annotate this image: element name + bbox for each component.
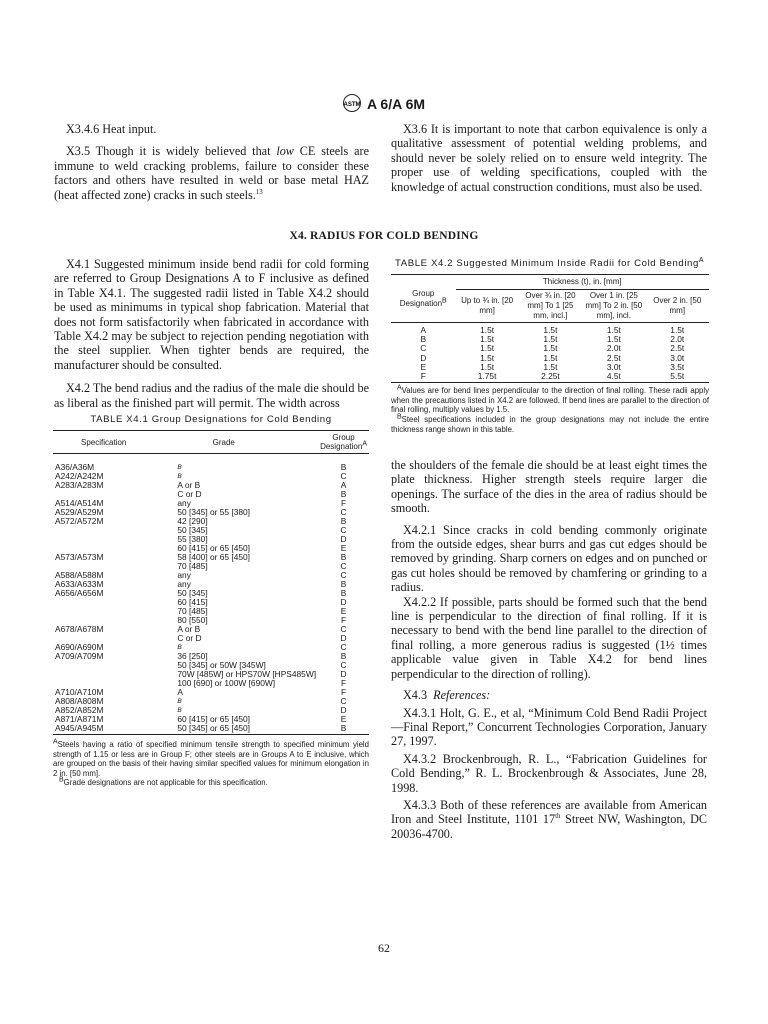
table-row xyxy=(391,372,709,381)
cell-specification: A871/A871M xyxy=(55,714,104,724)
table-x4-2-caption: TABLE X4.2 Suggested Minimum Inside Radii for Cold Bending$^A$ xyxy=(395,256,705,269)
cell-specification: A573/A573M xyxy=(55,552,104,562)
cell-group: C xyxy=(340,525,347,535)
left-top-column xyxy=(54,122,369,202)
table-x4-1-caption: TABLE X4.1 Group Designations for Cold Bending xyxy=(90,414,332,425)
cell-grade: 50 [345] xyxy=(177,525,208,535)
col-thickness: Thickness (t), in. [mm] xyxy=(456,275,710,290)
cell-radius: 2.0t xyxy=(670,334,685,345)
cell-group: B xyxy=(340,723,347,733)
standard-designation: A 6/A 6M xyxy=(366,96,426,112)
table-row xyxy=(53,517,369,526)
cell-group: E xyxy=(340,714,347,724)
cell-grade: B xyxy=(177,464,182,471)
table-x4-1-footnote-a: $^A$Steels having a ratio of specified minimum tensile strength to specified minimum yield strength of 1.15 or less are in Group F; other steels are in Groups A to E inclusive, which are grouped on the basis of their having similar specified values for minimum elongation in 2 in. [50 mm]. xyxy=(53,738,369,778)
cell-group: B xyxy=(340,489,347,499)
cell-group: C xyxy=(340,660,347,670)
cell-specification xyxy=(53,607,129,616)
cell-specification xyxy=(53,661,129,670)
table-row xyxy=(53,598,369,607)
cell-grade: 70 [485] xyxy=(177,606,208,616)
cell-radius: 2.0t xyxy=(606,343,621,354)
cell-radius: 1.75t xyxy=(477,371,497,382)
cell-radius: 2.25t xyxy=(541,371,560,382)
cell-radius: 1.5t xyxy=(543,343,558,354)
cell-group: E xyxy=(340,543,347,553)
cell-group: D xyxy=(340,534,347,544)
page-header xyxy=(0,94,768,112)
cell-group: F xyxy=(340,687,347,697)
cell-group: C xyxy=(340,471,347,481)
col-grade: Grade xyxy=(212,437,235,447)
cell-grade: A or B xyxy=(177,624,201,634)
cell-grade: A xyxy=(177,687,183,697)
para-x4-3: X4.3 References: xyxy=(403,688,491,703)
col-specification: Specification xyxy=(81,437,127,447)
cell-radius: 1.5t xyxy=(606,325,621,335)
col-thickness-range: Over 2 in. [50 mm] xyxy=(653,296,702,315)
cell-specification: A36/A36M xyxy=(55,462,95,472)
col-thickness-range: Over ¾ in. [20 mm] To 1 [25 mm, incl.] xyxy=(525,291,576,320)
table-x4-2 xyxy=(391,258,709,434)
cell-radius: 3.5t xyxy=(670,361,685,372)
cell-radius: 2.5t xyxy=(606,352,621,363)
cell-grade: 50 [345] or 65 [450] xyxy=(177,723,251,733)
cell-group: E xyxy=(340,606,347,616)
cell-group: B xyxy=(420,334,427,345)
cell-radius: 1.5t xyxy=(543,352,558,363)
page-number: 62 xyxy=(378,941,390,955)
cell-group: B xyxy=(340,516,347,526)
cell-grade: 100 [690] or 100W [690W] xyxy=(177,678,276,688)
col-thickness-range: Over 1 in. [25 mm] To 2 in. [50 mm], incl. xyxy=(585,291,643,320)
cell-grade: 50 [345] xyxy=(177,588,208,598)
cell-grade: 36 [250] xyxy=(177,651,208,661)
cell-group: C xyxy=(420,343,427,354)
cell-specification: A709/A709M xyxy=(55,651,104,661)
cell-specification: A710/A710M xyxy=(55,687,104,697)
cell-grade: B xyxy=(177,707,182,714)
cell-group: D xyxy=(340,633,347,643)
cell-radius: 1.5t xyxy=(480,343,495,354)
cell-grade: 50 [345] or 55 [380] xyxy=(177,507,251,517)
cell-grade: C or D xyxy=(177,633,202,643)
cell-grade: 60 [415] or 65 [450] xyxy=(177,714,251,724)
cell-group: F xyxy=(340,498,347,508)
table-row xyxy=(53,724,369,733)
table-x4-1-footnote-b: $^B$Grade designations are not applicable for this specification. xyxy=(59,776,268,788)
table-row xyxy=(53,526,369,535)
cell-specification: A678/A678M xyxy=(55,624,104,634)
cell-specification: A690/A690M xyxy=(55,642,104,652)
section-title: X4. RADIUS FOR COLD BENDING xyxy=(289,230,479,242)
para-x4-3-2: X4.3.2 Brockenbrough, R. L., “Fabrication Guidelines for Cold Bending,” R. L. Brockenbrough & Associates, June 28, 1998. xyxy=(391,751,707,795)
cell-group: D xyxy=(420,352,427,363)
cell-group: E xyxy=(420,361,427,372)
cell-group: B xyxy=(340,552,347,562)
cell-radius: 3.0t xyxy=(606,361,621,372)
para-x4-1: X4.1 Suggested minimum inside bend radii for cold forming are referred to Group Designations A to F inclusive as defined in Table X4.1. The suggested radii listed in Table X4.2 should be used as minimums in typical shop fabrication. Material that does not form satisfactorily when fabricated in accordance with Table X4.2 may be subject to rejection pending negotiation with the steel supplier. When tighter bends are required, the manufacturer should be consulted. xyxy=(54,257,369,372)
cell-specification: A514/A514M xyxy=(55,498,104,508)
para-x4-3-1: X4.3.1 Holt, G. E., et al, “Minimum Cold Bend Radii Project—Final Report,” Concurrent Technologies Corporation, January 27, 1997. xyxy=(391,705,707,749)
cell-specification: A945/A945M xyxy=(55,723,104,733)
cell-group: C xyxy=(340,570,347,580)
cell-grade: any xyxy=(177,570,191,580)
cell-grade: B xyxy=(177,473,182,480)
cell-grade: 50 [345] or 50W [345W] xyxy=(177,660,266,670)
cell-radius: 1.5t xyxy=(480,325,495,335)
svg-text:ASTM: ASTM xyxy=(343,102,360,108)
cell-grade: 55 [380] xyxy=(177,534,208,544)
cell-radius: 1.5t xyxy=(480,352,495,363)
cell-grade: 70 [485] xyxy=(177,561,208,571)
cell-grade: B xyxy=(177,644,182,651)
cell-radius: 1.5t xyxy=(480,361,495,372)
cell-group: A xyxy=(340,480,347,490)
cell-group: B xyxy=(340,462,347,472)
astm-logo-icon xyxy=(343,94,361,112)
para-x4-2-2: X4.2.2 If possible, parts should be formed such that the bend line is perpendicular to the direction of final rolling. If it is necessary to bend with the bend line parallel to the direction of final rolling, a more generous radius is suggested (1½ times applicable value given in Table X4.2 for bend lines perpendicular to the direction of rolling). xyxy=(391,594,707,681)
cell-specification xyxy=(53,670,129,679)
cell-specification: A633/A633M xyxy=(55,579,104,589)
cell-grade: 42 [290] xyxy=(177,516,208,526)
para-x3-4-6: X3.4.6 Heat input. xyxy=(66,122,157,136)
cell-grade: A or B xyxy=(177,480,201,490)
cell-specification xyxy=(53,535,129,544)
table-row xyxy=(53,607,369,616)
cell-specification: A852/A852M xyxy=(55,705,104,715)
cell-grade: C or D xyxy=(177,489,202,499)
col-group-designation: Group Designation$^B$ xyxy=(391,275,456,323)
cell-group: C xyxy=(340,507,347,517)
cell-grade: 80 [550] xyxy=(177,615,208,625)
cell-group: C xyxy=(340,696,347,706)
cell-specification: A808/A808M xyxy=(55,696,104,706)
cell-specification: A588/A588M xyxy=(55,570,104,580)
cell-specification xyxy=(53,526,129,535)
table-row xyxy=(53,625,369,634)
cell-group: C xyxy=(340,624,347,634)
cell-specification: A242/A242M xyxy=(55,471,104,481)
cell-specification: A283/A283M xyxy=(55,480,104,490)
left-body-column xyxy=(54,257,369,410)
cell-grade: 60 [415] or 65 [450] xyxy=(177,543,251,553)
para-x4-2-1: X4.2.1 Since cracks in cold bending commonly originate from the outside edges, shear burrs and gas cut edges should be removed by grinding. Sharp corners on edges and on punched or gas cut holes should be removed by chamfering or grinding to a radius. xyxy=(391,522,707,595)
cell-radius: 3.0t xyxy=(670,352,685,363)
table-x4-2-footnote-b: $^B$Steel specifications included in the group designations may not include the entire thickness range shown in this table. xyxy=(391,413,709,434)
cell-group: D xyxy=(340,597,347,607)
cell-radius: 1.5t xyxy=(606,334,621,345)
cell-radius: 4.5t xyxy=(606,371,621,382)
cell-specification: A529/A529M xyxy=(55,507,104,517)
cell-grade: 70W [485W] or HPS70W [HPS485W] xyxy=(177,669,317,679)
table-row xyxy=(53,589,369,598)
inside-radii-table xyxy=(391,274,709,381)
cell-specification: A656/A656M xyxy=(55,588,104,598)
para-x4-3-3: X4.3.3 Both of these references are available from American Iron and Steel Institute, 1101 17th Street NW, Washington, DC 20036-4700. xyxy=(391,797,707,841)
cell-group: A xyxy=(420,325,427,335)
col-group-designation: Group Designation$^A$ xyxy=(320,433,367,451)
cell-group: F xyxy=(340,615,347,625)
table-x4-1 xyxy=(53,414,369,788)
right-body-column xyxy=(391,458,707,841)
cell-grade: any xyxy=(177,579,191,589)
cell-group: B xyxy=(340,588,347,598)
cell-radius: 1.5t xyxy=(670,325,685,335)
cell-radius: 1.5t xyxy=(543,361,558,372)
right-top-column xyxy=(391,122,707,194)
cell-radius: 5.5t xyxy=(670,371,685,382)
cell-specification: A572/A572M xyxy=(55,516,104,526)
cell-group: F xyxy=(340,678,347,688)
cell-group: B xyxy=(340,579,347,589)
cell-grade: 58 [400] or 65 [450] xyxy=(177,552,251,562)
footnote-ref: 13 xyxy=(255,187,263,196)
para-x4-2-cont: the shoulders of the female die should be at least eight times the plate thickness. Higher strength steels require larger die openings. The surface of the dies in the area of radius should be smooth. xyxy=(391,458,707,516)
cell-group: B xyxy=(340,651,347,661)
col-thickness-range: Up to ¾ in. [20 mm] xyxy=(461,296,514,315)
group-designation-table xyxy=(53,430,369,733)
para-x3-5: X3.5 Though it is widely believed that low CE steels are immune to weld cracking problems, failure to consider these factors and others have resulted in weld or base metal HAZ (heat affected zone) cracks in such steels.$^{13}$ xyxy=(54,144,369,202)
cell-radius: 2.5t xyxy=(670,343,685,354)
cell-radius: 1.5t xyxy=(543,334,558,345)
table-x4-2-footnote-a: $^A$Values are for bend lines perpendicular to the direction of final rolling. These radii apply when the precautions listed in X4.2 are followed. If bend lines are parallel to the direction of final rolling, multiply values by 1.5. xyxy=(391,384,709,415)
table-row xyxy=(53,553,369,562)
table-row xyxy=(53,481,369,490)
cell-specification xyxy=(53,598,129,607)
para-x4-2: X4.2 The bend radius and the radius of the male die should be as liberal as the finished part will permit. The width across xyxy=(54,381,369,410)
para-x3-6: X3.6 It is important to note that carbon equivalence is only a qualitative assessment of potential welding problems, and should never be solely relied on to ensure weld integrity. The proper use of welding specifications, coupled with the knowledge of actual construction conditions, must also be used. xyxy=(391,122,707,194)
cell-grade: any xyxy=(177,498,191,508)
cell-group: D xyxy=(340,669,347,679)
cell-group: D xyxy=(340,705,347,715)
cell-grade: B xyxy=(177,698,182,705)
cell-group: C xyxy=(340,561,347,571)
cell-grade: 60 [415] xyxy=(177,597,208,607)
cell-radius: 1.5t xyxy=(543,325,558,335)
cell-group: C xyxy=(340,642,347,652)
cell-group: F xyxy=(420,371,426,382)
cell-radius: 1.5t xyxy=(480,334,495,345)
